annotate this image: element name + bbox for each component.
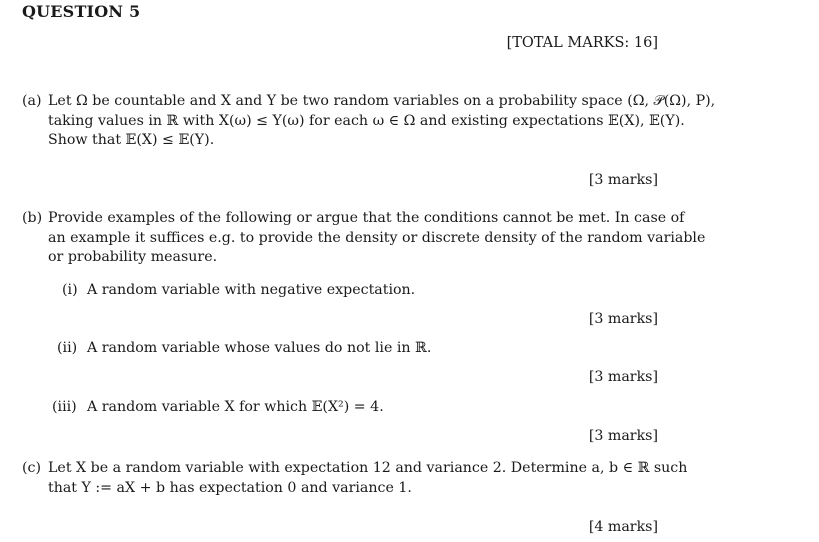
part-b-ii-text: A random variable whose values do not lie in ℝ.: [87, 340, 432, 356]
part-b-iii-marks: [3 marks]: [588, 428, 658, 444]
part-c-line-1: Let X be a random variable with expectation 12 and variance 2. Determine a, b ∈ ℝ such: [48, 460, 688, 476]
part-b-ii-label: (ii): [57, 340, 78, 356]
part-c-marks: [4 marks]: [588, 519, 658, 535]
part-b-i-marks: [3 marks]: [588, 311, 658, 327]
part-b-ii-marks: [3 marks]: [588, 369, 658, 385]
part-b-line-1: Provide examples of the following or argue that the conditions cannot be met. In case of: [48, 210, 685, 226]
part-b-i-text: A random variable with negative expectation.: [87, 282, 416, 298]
part-b-line-2: an example it suffices e.g. to provide the density or discrete density of the random variable: [48, 229, 706, 246]
part-a-label: (a): [22, 93, 42, 109]
part-b-i-label: (i): [62, 282, 78, 298]
part-b-label: (b): [22, 210, 43, 226]
part-b-iii-label: (iii): [52, 399, 77, 415]
part-a-line-1: Let Ω be countable and X and Y be two random variables on a probability space (Ω, 𝒫(Ω), P),: [48, 93, 716, 109]
part-b-line-3: or probability measure.: [48, 249, 218, 265]
part-a-marks: [3 marks]: [588, 172, 658, 188]
part-b-iii-text: A random variable X for which 𝔼(X²) = 4.: [87, 399, 384, 415]
question-heading: QUESTION 5: [22, 2, 141, 21]
part-c-line-2: that Y := aX + b has expectation 0 and variance 1.: [48, 479, 412, 496]
part-a-line-3: Show that 𝔼(X) ≤ 𝔼(Y).: [48, 132, 215, 148]
part-a-line-2: taking values in ℝ with X(ω) ≤ Y(ω) for each ω ∈ Ω and existing expectations 𝔼(X), 𝔼(Y).: [48, 112, 685, 129]
part-c-label: (c): [22, 460, 42, 476]
total-marks: [TOTAL MARKS: 16]: [506, 35, 658, 51]
